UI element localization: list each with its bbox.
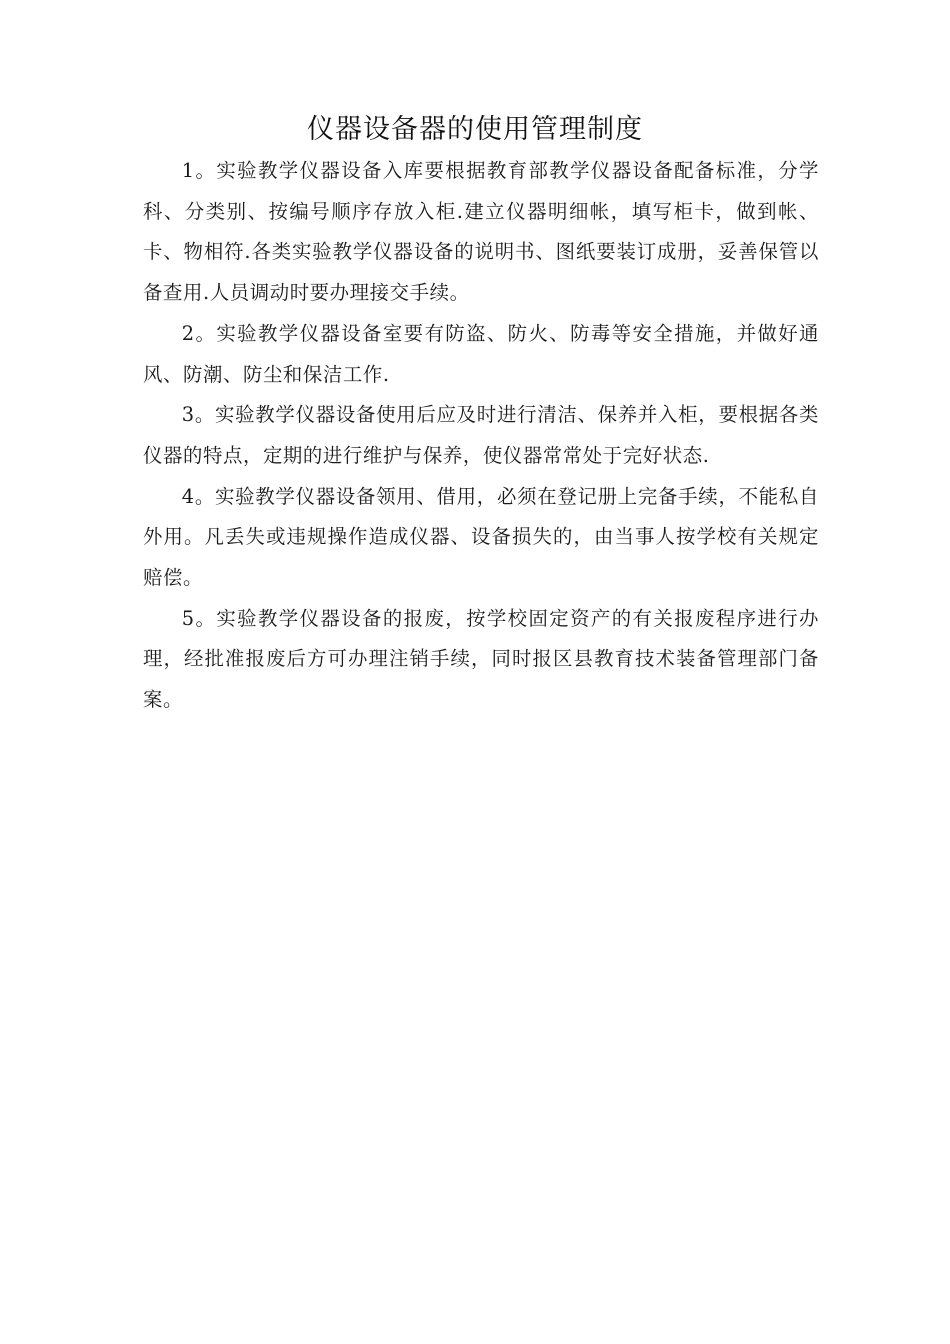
document-body	[143, 151, 819, 721]
paragraph-3: 3。实验教学仪器设备使用后应及时进行清洁、保养并入柜，要根据各类仪器的特点，定期的进行维护与保养，使仪器常常处于完好状态.	[143, 403, 819, 467]
paragraph-4: 4。实验教学仪器设备领用、借用，必须在登记册上完备手续，不能私自外用。凡丢失或违规操作造成仪器、设备损失的，由当事人按学校有关规定赔偿。	[143, 484, 819, 590]
document-title: 仪器设备器的使用管理制度	[307, 114, 643, 145]
paragraph-1: 1。实验教学仪器设备入库要根据教育部教学仪器设备配备标准，分学科、分类别、按编号顺序存放入柜.建立仪器明细帐，填写柜卡，做到帐、卡、物相符.各类实验教学仪器设备的说明书、图纸要装订成册，妥善保管以备查用.人员调动时要办理接交手续。	[143, 159, 819, 305]
paragraph-2: 2。实验教学仪器设备室要有防盗、防火、防毒等安全措施，并做好通风、防潮、防尘和保洁工作.	[143, 321, 819, 386]
paragraph-5: 5。实验教学仪器设备的报废，按学校固定资产的有关报废程序进行办理，经批准报废后方可办理注销手续，同时报区县教育技术装备管理部门备案。	[143, 606, 819, 712]
